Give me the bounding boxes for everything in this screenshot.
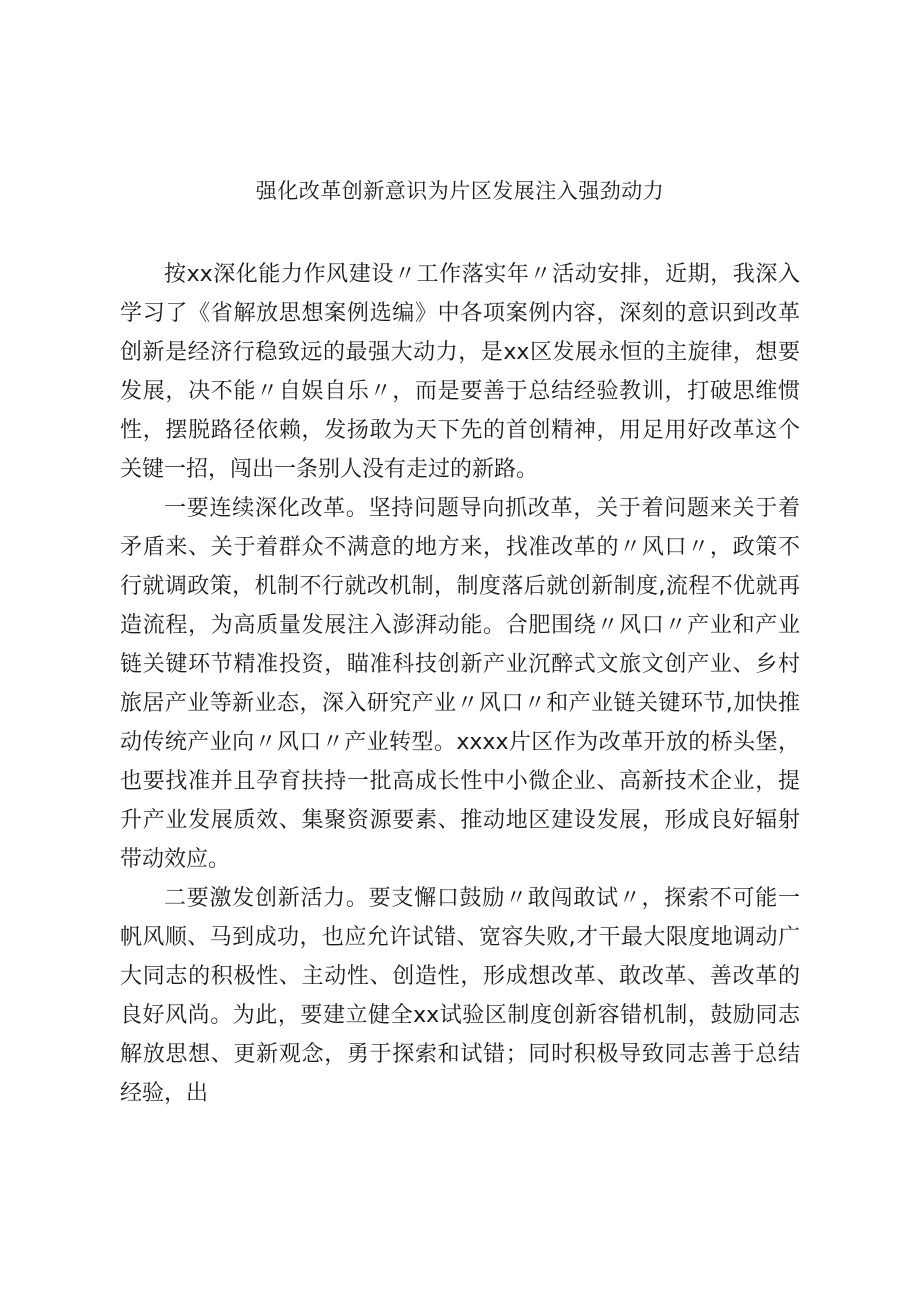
paragraph-intro: 按xx深化能力作风建设〃工作落实年〃活动安排，近期，我深入学习了《省解放思想案例选编》中各项案例内容，深刻的意识到改革创新是经济行稳致远的最强大动力，是xx区发展永恒的主旋律，想要发展，决不能〃自娱自乐〃，而是要善于总结经验教训，打破思维惯性，摆脱路径依赖，发扬敢为天下先的首创精神，用足用好改革这个关键一招，闯出一条别人没有走过的新路。 bbox=[120, 262, 800, 482]
document-body bbox=[120, 255, 800, 1113]
paragraph-innovation-vitality: 二要激发创新活力。要支懈口鼓励〃敢闯敢试〃，探索不可能一帆风顺、马到成功，也应允许试错、宽容失败,才干最大限度地调动广大同志的积极性、主动性、创造性，形成想改革、敢改革、善改革的良好风尚。为此，要建立健全xx试验区制度创新容错机制，鼓励同志解放思想、更新观念，勇于探索和试错；同时积极导致同志善于总结经验，出 bbox=[120, 886, 800, 1106]
document-title: 强化改革创新意识为片区发展注入强劲动力 bbox=[255, 179, 665, 203]
paragraph-deepen-reform: 一要连续深化改革。坚持问题导向抓改革，关于着问题来关于着矛盾来、关于着群众不满意的地方来，找准改革的〃风口〃，政策不行就调政策，机制不行就改机制，制度落后就创新制度,流程不优就再造流程，为高质量发展注入澎湃动能。合肥围绕〃风口〃产业和产业链关键环节精准投资，瞄准科技创新产业沉醉式文旅文创产业、乡村旅居产业等新业态，深入研究产业〃风口〃和产业链关键环节,加快推动传统产业向〃风口〃产业转型。xxxx片区作为改革开放的桥头堡，也要找准并且孕育扶持一批高成长性中小微企业、高新技术企业，提升产业发展质效、集聚资源要素、推动地区建设发展，形成良好辐射带动效应。 bbox=[120, 496, 800, 872]
